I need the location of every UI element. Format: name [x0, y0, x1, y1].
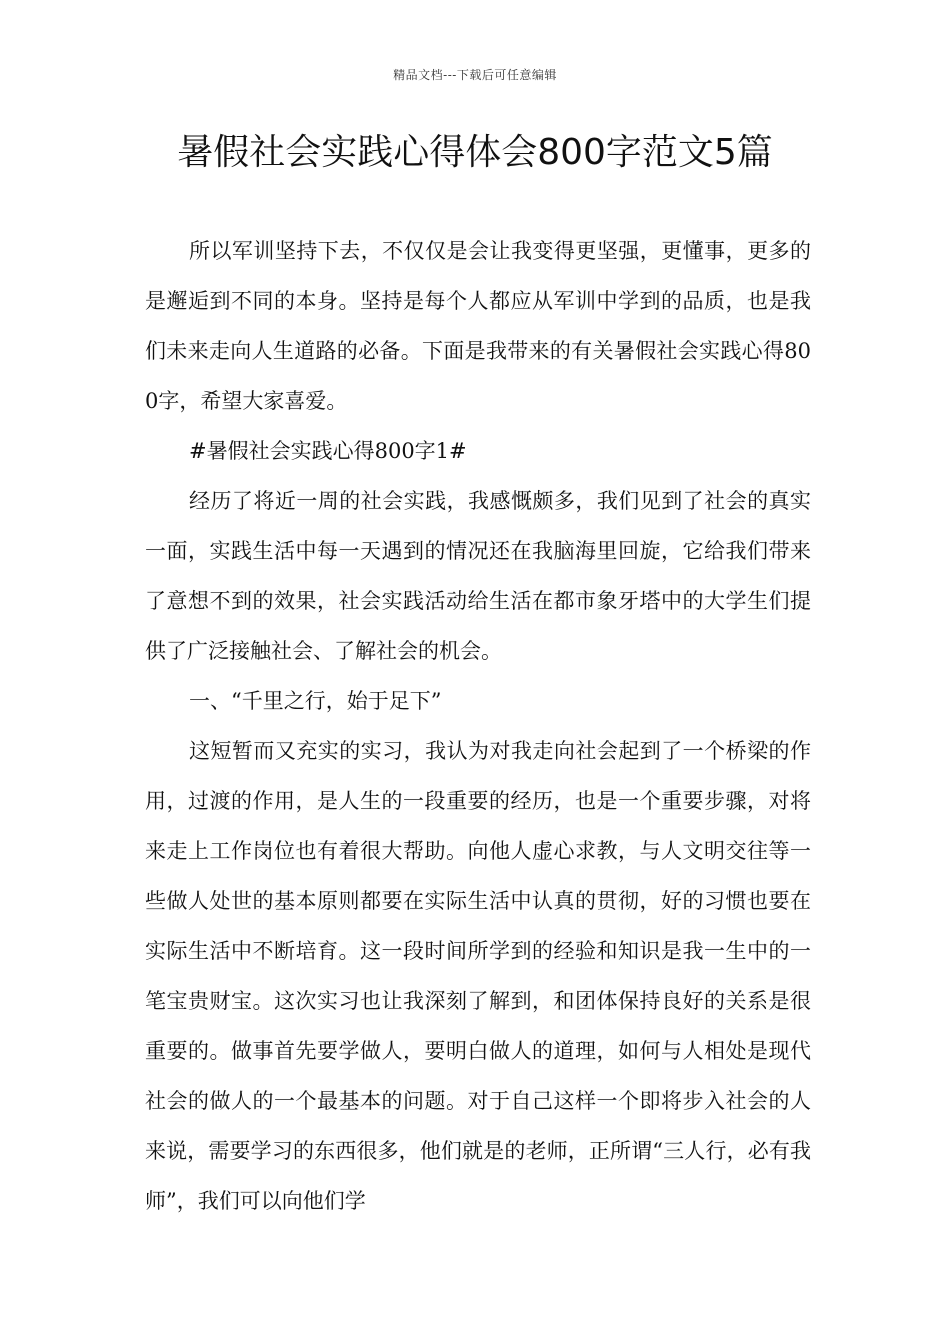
section-heading-1: #暑假社会实践心得800字1#	[189, 439, 467, 463]
paragraph-intro: 所以军训坚持下去，不仅仅是会让我变得更坚强，更懂事，更多的是邂逅到不同的本身。坚持是每个人都应从军训中学到的品质，也是我们未来走向人生道路的必备。下面是我带来的有关暑假社会实践心得800字，希望大家喜爱。	[145, 239, 811, 413]
header-note: 精品文档---下载后可任意编辑	[393, 68, 557, 82]
document-title: 暑假社会实践心得体会800字范文5篇	[177, 132, 773, 173]
subheading-1: 一、“千里之行，始于足下”	[189, 689, 442, 713]
document-body	[145, 226, 811, 1226]
paragraph-internship: 这短暂而又充实的实习，我认为对我走向社会起到了一个桥梁的作用，过渡的作用，是人生的一段重要的经历，也是一个重要步骤，对将来走上工作岗位也有着很大帮助。向他人虚心求教，与人文明交往等一些做人处世的基本原则都要在实际生活中认真的贯彻，好的习惯也要在实际生活中不断培育。这一段时间所学到的经验和知识是我一生中的一笔宝贵财宝。这次实习也让我深刻了解到，和团体保持良好的关系是很重要的。做事首先要学做人，要明白做人的道理，如何与人相处是现代社会的做人的一个最基本的问题。对于自己这样一个即将步入社会的人来说，需要学习的东西很多，他们就是的老师，正所谓“三人行，必有我师”，我们可以向他们学	[145, 739, 811, 1213]
paragraph-experience: 经历了将近一周的社会实践，我感慨颇多，我们见到了社会的真实一面，实践生活中每一天遇到的情况还在我脑海里回旋，它给我们带来了意想不到的效果，社会实践活动给生活在都市象牙塔中的大学生们提供了广泛接触社会、了解社会的机会。	[145, 489, 811, 663]
